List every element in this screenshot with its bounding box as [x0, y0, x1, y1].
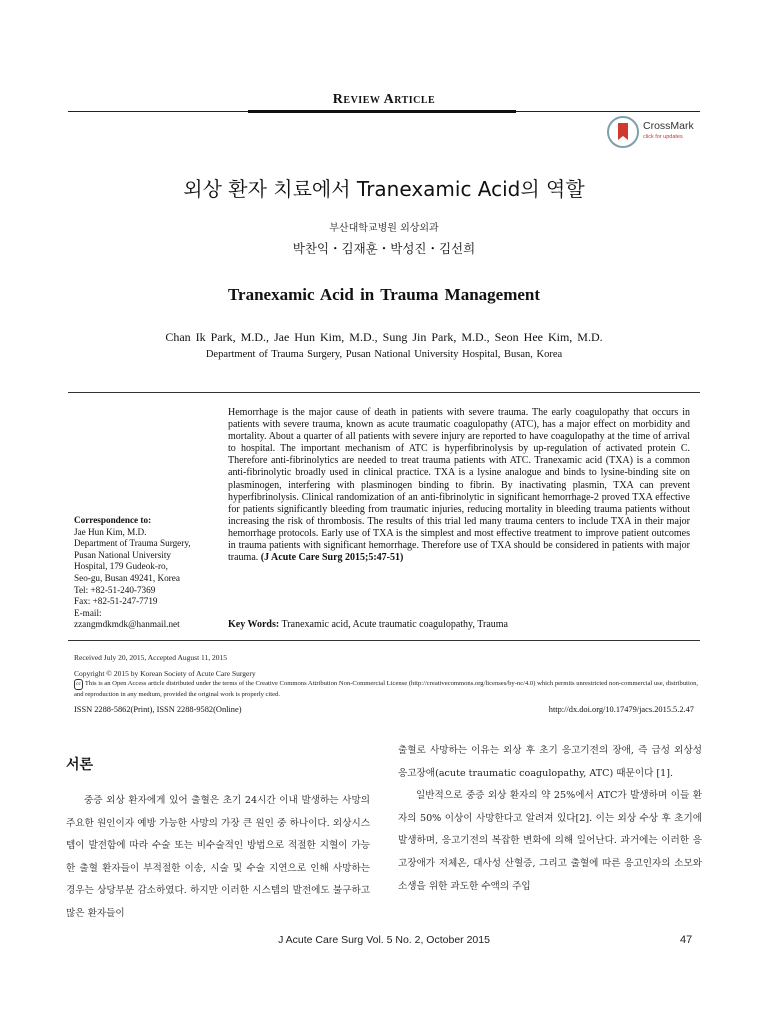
body-paragraph: 일반적으로 중증 외상 환자의 약 25%에서 ATC가 발생하며 이들 환자의 50% 이상이 사망한다고 알려져 있다[2]. 이는 외상 수상 후 초기에 발생하며, 응고기전의 복잡한 변화에 의해 일어난다. 과거에는 이러한 응고장애가 저체온, 대사성 산혈증, 그리고 출혈에 따른 응고인자의 소모와 소생을 위한 과도한 수액의 주입	[398, 790, 702, 892]
intro-heading: 서론	[66, 757, 94, 773]
correspondence-line: Hospital, 179 Gudeok-ro,	[74, 561, 168, 572]
abstract-rule-bottom	[68, 640, 700, 641]
page-number: 47	[680, 934, 693, 946]
body-right-column	[398, 740, 702, 898]
license-text: This is an Open Access article distributed under the terms of the Creative Commons Attribution Non-Commercial License (http://creativecommons.org/licenses/by-nc/4.0) which permits unrestricted non-commercial use, distribution, and reproduction in any medium, provided the original work is properly cited.	[74, 680, 699, 698]
correspondence-label: Correspondence to:	[74, 515, 152, 525]
abstract-body: Hemorrhage is the major cause of death in patients with severe trauma. The early coagulopathy that occurs in patients with severe trauma, known as acute traumatic coagulopathy (ATC), has a major effect on morbidity and mortality. About a quarter of all patients with severe injury are reported to have coagulopathy at the time of arrival to hospital. The important mechanism of ATC is hyperfibrinolysis by up-regulation of activated protein C. Therefore anti-fibrinolytics are needed to treat trauma patients with ATC. Tranexamic acid (TXA) is a common anti-fibrinolytic broadly used in clinical practice. TXA is a lysine analogue and binds to lysine-binding site on plasminogen, interfering with plasminogen binding to fibrin. By inactivating plasmin, TXA can prevent hyperfibrinolysis. Clinical randomization of an anti-fibrinolytic in significant hemorrhage-2 proved TXA effective for patients significantly bleeding from traumatic injuries, reducing mortality in bleeding trauma patients without increasing the risk of thrombosis. The results of this trial led many trauma centers to include TXA in their major hemorrhage protocols. Early use of TXA is the simplest and most effective treatment to improve patient outcomes in trauma patients with significant hemorrhage. Therefore use of TXA should be considered in patients with major trauma.	[228, 407, 690, 564]
korean-affiliation: 부산대학교병원 외상외과	[329, 223, 439, 234]
crossmark-badge[interactable]	[607, 116, 702, 148]
korean-title: 외상 환자 치료에서 Tranexamic Acid의 역할	[183, 177, 585, 201]
keywords-label: Key Words:	[228, 619, 280, 630]
keywords	[228, 619, 690, 630]
correspondence-line: Tel: +82-51-240-7369	[74, 584, 156, 595]
body-paragraph: 출혈로 사망하는 이유는 외상 후 초기 응고기전의 장애, 즉 급성 외상성 응고장애(acute traumatic coagulopathy, ATC) 때문이다 [1].	[398, 745, 702, 779]
abstract-citation: (J Acute Care Surg 2015;5:47-51)	[260, 552, 404, 564]
crossmark-sublabel: click for updates	[643, 134, 683, 140]
correspondence-block	[74, 515, 226, 631]
creative-commons-icon: cc	[74, 679, 83, 690]
footer-journal-info: J Acute Care Surg Vol. 5 No. 2, October 2015	[278, 934, 490, 946]
english-authors: Chan Ik Park, M.D., Jae Hun Kim, M.D., Sung Jin Park, M.D., Seon Hee Kim, M.D.	[165, 330, 603, 344]
keywords-list: Tranexamic acid, Acute traumatic coagulopathy, Trauma	[281, 619, 508, 630]
crossmark-icon	[607, 116, 639, 148]
abstract-text	[228, 407, 690, 564]
doi-link[interactable]: http://dx.doi.org/10.17479/jacs.2015.5.2.47	[548, 705, 694, 714]
korean-authors: 박찬익・김재훈・박성진・김선희	[292, 241, 476, 256]
correspondence-line: Fax: +82-51-247-7719	[74, 596, 158, 607]
received-dates: Received July 20, 2015, Accepted August 11, 2015	[74, 653, 228, 662]
body-left-column	[66, 790, 370, 926]
copyright-notice: Copyright © 2015 by Korean Society of Acute Care Surgery	[74, 669, 256, 678]
header-rule-accent	[248, 110, 516, 113]
english-title: Tranexamic Acid in Trauma Management	[227, 285, 541, 304]
correspondence-line: Department of Trauma Surgery,	[74, 538, 191, 549]
crossmark-label: CrossMark	[643, 120, 694, 132]
english-affiliation: Department of Trauma Surgery, Pusan National University Hospital, Busan, Korea	[205, 349, 563, 360]
correspondence-line: E-mail:	[74, 607, 102, 618]
body-paragraph: 중증 외상 환자에게 있어 출혈은 초기 24시간 이내 발생하는 사망의 주요한 원인이자 예방 가능한 사망의 가장 큰 원인 중 하나이다. 외상시스템이 발전함에 따라 수술 또는 비수술적인 방법으로 적절한 지혈이 가능한 출혈 환자들이 부적절한 이송, 시술 및 수술 지연으로 인해 사망하는 경우는 상당부분 감소하였다. 하지만 이러한 시스템의 발전에도 불구하고 많은 환자들이	[66, 795, 370, 919]
license-notice	[74, 679, 700, 699]
correspondence-line: Pusan National University	[74, 549, 171, 560]
correspondence-line: Jae Hun Kim, M.D.	[74, 526, 147, 537]
abstract-rule-top	[68, 392, 700, 393]
correspondence-line: Seo-gu, Busan 49241, Korea	[74, 572, 180, 583]
correspondence-email[interactable]: zzangmdkmdk@hanmail.net	[74, 619, 180, 630]
issn: ISSN 2288-5862(Print), ISSN 2288-9582(Online)	[74, 705, 242, 714]
section-label: Review Article	[332, 92, 436, 107]
